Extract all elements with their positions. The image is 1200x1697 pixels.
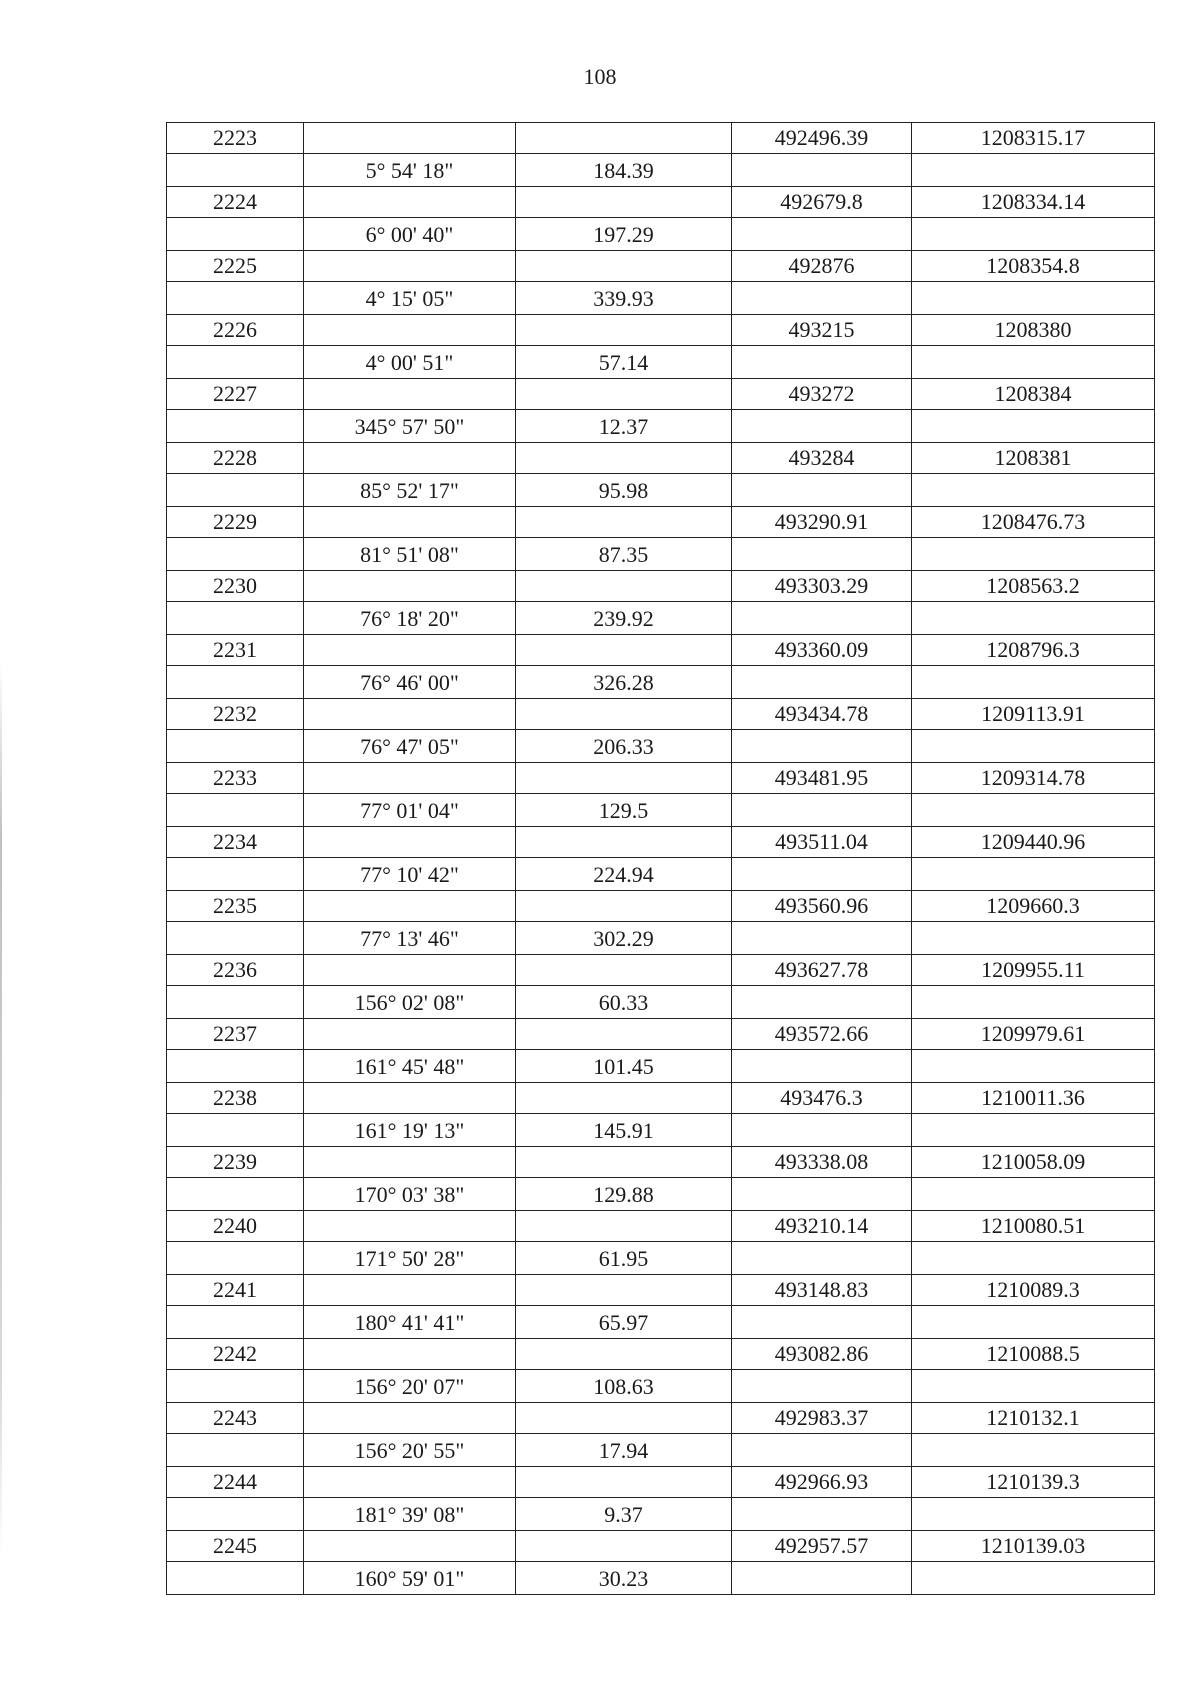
direction-angle-cell: [304, 827, 516, 858]
point-number-cell: 2224: [167, 187, 304, 218]
x-coordinate-cell: 493303.29: [732, 571, 912, 602]
direction-angle-cell: 160° 59' 01": [304, 1562, 516, 1595]
x-coordinate-cell: [732, 794, 912, 827]
point-row: [167, 891, 1155, 922]
point-number-cell: 2236: [167, 955, 304, 986]
direction-angle-cell: 156° 02' 08": [304, 986, 516, 1019]
point-row: [167, 955, 1155, 986]
y-coordinate-cell: [912, 218, 1155, 251]
direction-angle-cell: [304, 123, 516, 154]
y-coordinate-cell: 1208380: [912, 315, 1155, 346]
point-number-cell: [167, 858, 304, 891]
distance-cell: [516, 635, 732, 666]
y-coordinate-cell: 1208334.14: [912, 187, 1155, 218]
point-number-cell: 2232: [167, 699, 304, 730]
distance-cell: 9.37: [516, 1498, 732, 1531]
point-row: [167, 1467, 1155, 1498]
direction-angle-cell: 5° 54' 18": [304, 154, 516, 187]
x-coordinate-cell: [732, 1114, 912, 1147]
distance-cell: [516, 955, 732, 986]
direction-angle-cell: 77° 13' 46": [304, 922, 516, 955]
y-coordinate-cell: 1208315.17: [912, 123, 1155, 154]
point-number-cell: 2243: [167, 1403, 304, 1434]
y-coordinate-cell: [912, 282, 1155, 315]
x-coordinate-cell: [732, 1434, 912, 1467]
direction-angle-cell: [304, 187, 516, 218]
y-coordinate-cell: [912, 1370, 1155, 1403]
distance-cell: 87.35: [516, 538, 732, 571]
distance-cell: [516, 571, 732, 602]
x-coordinate-cell: 493360.09: [732, 635, 912, 666]
distance-cell: 12.37: [516, 410, 732, 443]
segment-row: [167, 1306, 1155, 1339]
point-number-cell: [167, 730, 304, 763]
distance-cell: [516, 1467, 732, 1498]
direction-angle-cell: [304, 571, 516, 602]
segment-row: [167, 538, 1155, 571]
direction-angle-cell: [304, 699, 516, 730]
x-coordinate-cell: [732, 410, 912, 443]
distance-cell: [516, 827, 732, 858]
coordinates-table-body: [167, 123, 1155, 1595]
direction-angle-cell: [304, 315, 516, 346]
x-coordinate-cell: 493215: [732, 315, 912, 346]
x-coordinate-cell: 492957.57: [732, 1531, 912, 1562]
direction-angle-cell: 161° 45' 48": [304, 1050, 516, 1083]
point-number-cell: 2227: [167, 379, 304, 410]
y-coordinate-cell: 1208563.2: [912, 571, 1155, 602]
point-row: [167, 187, 1155, 218]
y-coordinate-cell: [912, 858, 1155, 891]
point-row: [167, 1083, 1155, 1114]
distance-cell: 101.45: [516, 1050, 732, 1083]
segment-row: [167, 1050, 1155, 1083]
direction-angle-cell: 156° 20' 55": [304, 1434, 516, 1467]
y-coordinate-cell: 1210089.3: [912, 1275, 1155, 1306]
x-coordinate-cell: 493272: [732, 379, 912, 410]
y-coordinate-cell: [912, 602, 1155, 635]
distance-cell: [516, 1403, 732, 1434]
y-coordinate-cell: [912, 730, 1155, 763]
x-coordinate-cell: 493572.66: [732, 1019, 912, 1050]
x-coordinate-cell: [732, 346, 912, 379]
point-row: [167, 315, 1155, 346]
y-coordinate-cell: [912, 1050, 1155, 1083]
distance-cell: [516, 1339, 732, 1370]
x-coordinate-cell: [732, 282, 912, 315]
x-coordinate-cell: 493338.08: [732, 1147, 912, 1178]
direction-angle-cell: [304, 1339, 516, 1370]
point-number-cell: [167, 346, 304, 379]
segment-row: [167, 666, 1155, 699]
distance-cell: [516, 763, 732, 794]
point-number-cell: [167, 1178, 304, 1211]
segment-row: [167, 154, 1155, 187]
y-coordinate-cell: 1209955.11: [912, 955, 1155, 986]
direction-angle-cell: 77° 10' 42": [304, 858, 516, 891]
point-number-cell: 2231: [167, 635, 304, 666]
direction-angle-cell: [304, 1467, 516, 1498]
point-row: [167, 507, 1155, 538]
point-row: [167, 699, 1155, 730]
x-coordinate-cell: 493082.86: [732, 1339, 912, 1370]
distance-cell: 30.23: [516, 1562, 732, 1595]
direction-angle-cell: 156° 20' 07": [304, 1370, 516, 1403]
point-row: [167, 635, 1155, 666]
point-number-cell: [167, 1498, 304, 1531]
direction-angle-cell: [304, 955, 516, 986]
direction-angle-cell: [304, 1403, 516, 1434]
x-coordinate-cell: 492876: [732, 251, 912, 282]
y-coordinate-cell: 1209660.3: [912, 891, 1155, 922]
y-coordinate-cell: 1208476.73: [912, 507, 1155, 538]
scan-edge-shadow: [0, 660, 2, 1560]
y-coordinate-cell: 1208354.8: [912, 251, 1155, 282]
y-coordinate-cell: [912, 538, 1155, 571]
point-row: [167, 763, 1155, 794]
y-coordinate-cell: [912, 1562, 1155, 1595]
distance-cell: [516, 1083, 732, 1114]
y-coordinate-cell: 1209979.61: [912, 1019, 1155, 1050]
distance-cell: [516, 123, 732, 154]
distance-cell: 326.28: [516, 666, 732, 699]
x-coordinate-cell: [732, 474, 912, 507]
y-coordinate-cell: 1210011.36: [912, 1083, 1155, 1114]
y-coordinate-cell: 1210088.5: [912, 1339, 1155, 1370]
segment-row: [167, 1562, 1155, 1595]
point-number-cell: 2230: [167, 571, 304, 602]
x-coordinate-cell: [732, 730, 912, 763]
point-number-cell: 2225: [167, 251, 304, 282]
point-row: [167, 1147, 1155, 1178]
y-coordinate-cell: [912, 474, 1155, 507]
page-number: 108: [583, 64, 617, 89]
segment-row: [167, 474, 1155, 507]
direction-angle-cell: 77° 01' 04": [304, 794, 516, 827]
point-number-cell: 2235: [167, 891, 304, 922]
point-number-cell: [167, 922, 304, 955]
y-coordinate-cell: [912, 410, 1155, 443]
point-number-cell: 2223: [167, 123, 304, 154]
x-coordinate-cell: 493476.3: [732, 1083, 912, 1114]
segment-row: [167, 1370, 1155, 1403]
y-coordinate-cell: [912, 1178, 1155, 1211]
x-coordinate-cell: 492966.93: [732, 1467, 912, 1498]
point-number-cell: [167, 282, 304, 315]
distance-cell: 339.93: [516, 282, 732, 315]
segment-row: [167, 1178, 1155, 1211]
point-number-cell: [167, 1242, 304, 1275]
x-coordinate-cell: 493560.96: [732, 891, 912, 922]
distance-cell: 224.94: [516, 858, 732, 891]
segment-row: [167, 730, 1155, 763]
point-row: [167, 1275, 1155, 1306]
point-number-cell: 2244: [167, 1467, 304, 1498]
x-coordinate-cell: [732, 218, 912, 251]
direction-angle-cell: 181° 39' 08": [304, 1498, 516, 1531]
segment-row: [167, 794, 1155, 827]
direction-angle-cell: [304, 379, 516, 410]
distance-cell: [516, 251, 732, 282]
direction-angle-cell: 76° 47' 05": [304, 730, 516, 763]
distance-cell: 108.63: [516, 1370, 732, 1403]
point-number-cell: [167, 986, 304, 1019]
direction-angle-cell: 6° 00' 40": [304, 218, 516, 251]
distance-cell: 95.98: [516, 474, 732, 507]
point-number-cell: 2240: [167, 1211, 304, 1242]
point-row: [167, 1403, 1155, 1434]
y-coordinate-cell: 1210139.3: [912, 1467, 1155, 1498]
x-coordinate-cell: 492679.8: [732, 187, 912, 218]
coordinates-table: [166, 122, 1155, 1595]
distance-cell: [516, 443, 732, 474]
distance-cell: 197.29: [516, 218, 732, 251]
distance-cell: [516, 1531, 732, 1562]
direction-angle-cell: [304, 891, 516, 922]
y-coordinate-cell: 1210132.1: [912, 1403, 1155, 1434]
distance-cell: 206.33: [516, 730, 732, 763]
y-coordinate-cell: [912, 794, 1155, 827]
y-coordinate-cell: [912, 986, 1155, 1019]
distance-cell: 302.29: [516, 922, 732, 955]
y-coordinate-cell: [912, 1306, 1155, 1339]
x-coordinate-cell: [732, 666, 912, 699]
segment-row: [167, 602, 1155, 635]
y-coordinate-cell: [912, 346, 1155, 379]
point-row: [167, 571, 1155, 602]
distance-cell: [516, 379, 732, 410]
x-coordinate-cell: [732, 922, 912, 955]
segment-row: [167, 1498, 1155, 1531]
y-coordinate-cell: 1208381: [912, 443, 1155, 474]
distance-cell: 239.92: [516, 602, 732, 635]
direction-angle-cell: [304, 1531, 516, 1562]
point-number-cell: [167, 1306, 304, 1339]
x-coordinate-cell: [732, 538, 912, 571]
distance-cell: [516, 1275, 732, 1306]
point-number-cell: 2234: [167, 827, 304, 858]
x-coordinate-cell: 493434.78: [732, 699, 912, 730]
direction-angle-cell: [304, 443, 516, 474]
point-number-cell: [167, 1434, 304, 1467]
direction-angle-cell: 76° 46' 00": [304, 666, 516, 699]
point-row: [167, 443, 1155, 474]
point-number-cell: 2228: [167, 443, 304, 474]
point-number-cell: [167, 474, 304, 507]
point-number-cell: [167, 1562, 304, 1595]
segment-row: [167, 1434, 1155, 1467]
distance-cell: [516, 187, 732, 218]
point-row: [167, 827, 1155, 858]
point-number-cell: 2239: [167, 1147, 304, 1178]
y-coordinate-cell: 1210058.09: [912, 1147, 1155, 1178]
y-coordinate-cell: [912, 1114, 1155, 1147]
x-coordinate-cell: 493148.83: [732, 1275, 912, 1306]
direction-angle-cell: [304, 251, 516, 282]
x-coordinate-cell: [732, 1370, 912, 1403]
point-number-cell: 2245: [167, 1531, 304, 1562]
x-coordinate-cell: 492496.39: [732, 123, 912, 154]
point-row: [167, 1019, 1155, 1050]
distance-cell: 145.91: [516, 1114, 732, 1147]
direction-angle-cell: 345° 57' 50": [304, 410, 516, 443]
point-number-cell: [167, 538, 304, 571]
distance-cell: 65.97: [516, 1306, 732, 1339]
distance-cell: [516, 1211, 732, 1242]
segment-row: [167, 1114, 1155, 1147]
direction-angle-cell: 4° 00' 51": [304, 346, 516, 379]
y-coordinate-cell: [912, 1498, 1155, 1531]
point-number-cell: [167, 154, 304, 187]
x-coordinate-cell: [732, 1050, 912, 1083]
distance-cell: 61.95: [516, 1242, 732, 1275]
direction-angle-cell: [304, 1147, 516, 1178]
segment-row: [167, 986, 1155, 1019]
point-number-cell: [167, 666, 304, 699]
direction-angle-cell: 85° 52' 17": [304, 474, 516, 507]
x-coordinate-cell: [732, 1498, 912, 1531]
y-coordinate-cell: [912, 922, 1155, 955]
point-row: [167, 1531, 1155, 1562]
y-coordinate-cell: [912, 1242, 1155, 1275]
y-coordinate-cell: [912, 666, 1155, 699]
direction-angle-cell: 4° 15' 05": [304, 282, 516, 315]
point-number-cell: [167, 410, 304, 443]
point-row: [167, 379, 1155, 410]
segment-row: [167, 346, 1155, 379]
distance-cell: 57.14: [516, 346, 732, 379]
x-coordinate-cell: [732, 154, 912, 187]
x-coordinate-cell: [732, 986, 912, 1019]
segment-row: [167, 410, 1155, 443]
distance-cell: [516, 699, 732, 730]
point-number-cell: [167, 602, 304, 635]
x-coordinate-cell: [732, 1562, 912, 1595]
point-number-cell: [167, 1114, 304, 1147]
direction-angle-cell: 76° 18' 20": [304, 602, 516, 635]
x-coordinate-cell: 492983.37: [732, 1403, 912, 1434]
x-coordinate-cell: [732, 1178, 912, 1211]
y-coordinate-cell: 1209113.91: [912, 699, 1155, 730]
direction-angle-cell: 180° 41' 41": [304, 1306, 516, 1339]
x-coordinate-cell: [732, 602, 912, 635]
distance-cell: [516, 1019, 732, 1050]
distance-cell: [516, 507, 732, 538]
distance-cell: [516, 315, 732, 346]
y-coordinate-cell: 1208384: [912, 379, 1155, 410]
point-number-cell: 2238: [167, 1083, 304, 1114]
point-number-cell: [167, 1050, 304, 1083]
distance-cell: 129.5: [516, 794, 732, 827]
direction-angle-cell: [304, 1019, 516, 1050]
point-number-cell: 2229: [167, 507, 304, 538]
point-number-cell: [167, 218, 304, 251]
distance-cell: 129.88: [516, 1178, 732, 1211]
x-coordinate-cell: 493284: [732, 443, 912, 474]
distance-cell: 60.33: [516, 986, 732, 1019]
direction-angle-cell: [304, 1211, 516, 1242]
y-coordinate-cell: [912, 1434, 1155, 1467]
segment-row: [167, 1242, 1155, 1275]
x-coordinate-cell: [732, 1242, 912, 1275]
direction-angle-cell: [304, 507, 516, 538]
point-number-cell: 2233: [167, 763, 304, 794]
direction-angle-cell: 171° 50' 28": [304, 1242, 516, 1275]
distance-cell: 184.39: [516, 154, 732, 187]
distance-cell: [516, 891, 732, 922]
y-coordinate-cell: 1209440.96: [912, 827, 1155, 858]
point-number-cell: 2226: [167, 315, 304, 346]
point-number-cell: [167, 794, 304, 827]
x-coordinate-cell: 493210.14: [732, 1211, 912, 1242]
x-coordinate-cell: 493511.04: [732, 827, 912, 858]
y-coordinate-cell: 1209314.78: [912, 763, 1155, 794]
point-number-cell: 2242: [167, 1339, 304, 1370]
y-coordinate-cell: 1210080.51: [912, 1211, 1155, 1242]
segment-row: [167, 858, 1155, 891]
y-coordinate-cell: 1210139.03: [912, 1531, 1155, 1562]
segment-row: [167, 282, 1155, 315]
segment-row: [167, 218, 1155, 251]
point-row: [167, 1339, 1155, 1370]
x-coordinate-cell: [732, 1306, 912, 1339]
direction-angle-cell: 161° 19' 13": [304, 1114, 516, 1147]
x-coordinate-cell: 493627.78: [732, 955, 912, 986]
point-number-cell: 2241: [167, 1275, 304, 1306]
segment-row: [167, 922, 1155, 955]
point-row: [167, 123, 1155, 154]
x-coordinate-cell: 493290.91: [732, 507, 912, 538]
point-row: [167, 251, 1155, 282]
direction-angle-cell: [304, 1083, 516, 1114]
point-number-cell: [167, 1370, 304, 1403]
direction-angle-cell: 170° 03' 38": [304, 1178, 516, 1211]
distance-cell: [516, 1147, 732, 1178]
x-coordinate-cell: [732, 858, 912, 891]
distance-cell: 17.94: [516, 1434, 732, 1467]
direction-angle-cell: [304, 635, 516, 666]
y-coordinate-cell: 1208796.3: [912, 635, 1155, 666]
direction-angle-cell: 81° 51' 08": [304, 538, 516, 571]
direction-angle-cell: [304, 1275, 516, 1306]
point-number-cell: 2237: [167, 1019, 304, 1050]
y-coordinate-cell: [912, 154, 1155, 187]
direction-angle-cell: [304, 763, 516, 794]
point-row: [167, 1211, 1155, 1242]
x-coordinate-cell: 493481.95: [732, 763, 912, 794]
